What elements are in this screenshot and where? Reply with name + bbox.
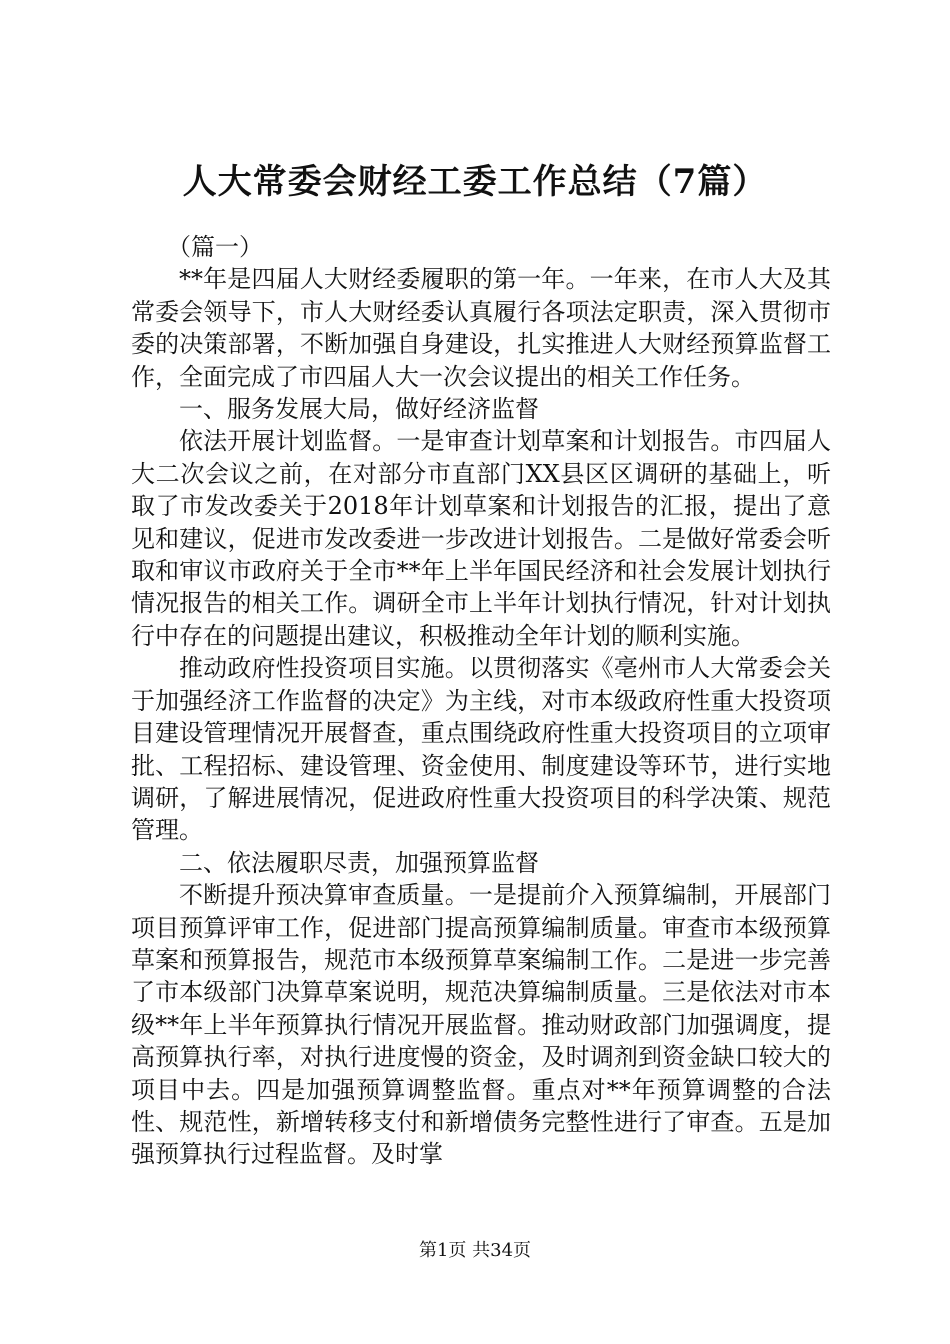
document-body xyxy=(131,231,831,1171)
page-footer: 第1页 共34页 xyxy=(418,1240,532,1261)
paragraph-plan-supervision: 依法开展计划监督。一是审查计划草案和计划报告。市四届人大二次会议之前，在对部分市直部门XX县区区调研的基础上，听取了市发改委关于2018年计划草案和计划报告的汇报，提出了意见和建议，促进市发改委进一步改进计划报告。二是做好常委会听取和审议市政府关于全市**年上半年国民经济和社会发展计划执行情况报告的相关工作。调研全市上半年计划执行情况，针对计划执行中存在的问题提出建议，积极推动全年计划的顺利实施。 xyxy=(131,427,831,650)
section-heading-2: 二、依法履职尽责，加强预算监督 xyxy=(179,848,539,877)
section-heading-1: 一、服务发展大局，做好经济监督 xyxy=(179,395,539,424)
document-title: 人大常委会财经工委工作总结（7篇） xyxy=(182,162,768,202)
paragraph-investment-projects: 推动政府性投资项目实施。以贯彻落实《亳州市人大常委会关于加强经济工作监督的决定》为主线，对市本级政府性重大投资项目建设管理情况开展督查，重点围绕政府性重大投资项目的立项审批、工程招标、建设管理、资金使用、制度建设等环节，进行实地调研，了解进展情况，促进政府性重大投资项目的科学决策、规范管理。 xyxy=(131,654,831,845)
paragraph-budget-review: 不断提升预决算审查质量。一是提前介入预算编制，开展部门项目预算评审工作，促进部门提高预算编制质量。审查市本级预算草案和预算报告，规范市本级预算草案编制工作。二是进一步完善了市本级部门决算草案说明，规范决算编制质量。三是依法对市本级**年上半年预算执行情况开展监督。推动财政部门加强调度，提高预算执行率，对执行进度慢的资金，及时调剂到资金缺口较大的项目中去。四是加强预算调整监督。重点对**年预算调整的合法性、规范性，新增转移支付和新增债务完整性进行了审查。五是加强预算执行过程监督。及时掌 xyxy=(131,881,831,1169)
section-subtitle: （篇一） xyxy=(167,233,263,261)
paragraph-intro: **年是四届人大财经委履职的第一年。一年来，在市人大及其常委会领导下，市人大财经委认真履行各项法定职责，深入贯彻市委的决策部署，不断加强自身建设，扎实推进人大财经预算监督工作，全面完成了市四届人大一次会议提出的相关工作任务。 xyxy=(131,265,831,391)
